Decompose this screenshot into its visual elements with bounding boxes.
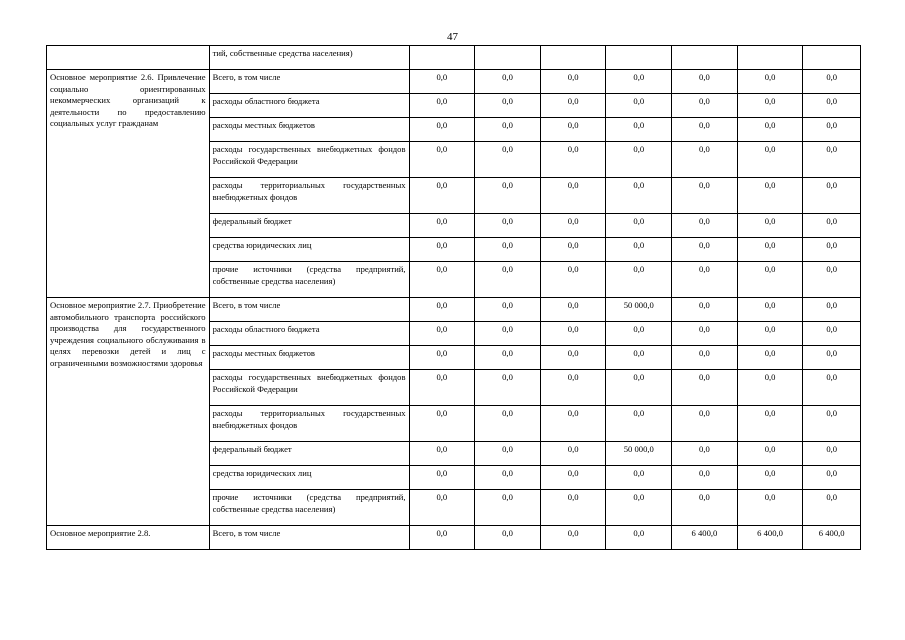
value-cell: 0,0 bbox=[475, 370, 541, 406]
value-cell: 0,0 bbox=[409, 526, 475, 550]
value-cell: 0,0 bbox=[803, 178, 861, 214]
source-cell: расходы областного бюджета bbox=[209, 322, 409, 346]
table-body bbox=[47, 46, 861, 550]
value-cell: 0,0 bbox=[803, 406, 861, 442]
value-cell-empty bbox=[737, 46, 803, 70]
source-cell: расходы государственных внебюджетных фондов Российской Федерации bbox=[209, 370, 409, 406]
source-cell: Всего, в том числе bbox=[209, 70, 409, 94]
value-cell: 0,0 bbox=[606, 406, 672, 442]
value-cell: 0,0 bbox=[475, 526, 541, 550]
value-cell: 0,0 bbox=[540, 214, 606, 238]
value-cell: 0,0 bbox=[737, 214, 803, 238]
page-number: 47 bbox=[447, 31, 458, 43]
value-cell: 0,0 bbox=[540, 118, 606, 142]
value-cell: 6 400,0 bbox=[672, 526, 738, 550]
value-cell: 0,0 bbox=[409, 442, 475, 466]
value-cell-empty bbox=[540, 46, 606, 70]
value-cell: 0,0 bbox=[737, 322, 803, 346]
value-cell: 6 400,0 bbox=[803, 526, 861, 550]
table-row bbox=[47, 526, 861, 550]
value-cell: 0,0 bbox=[475, 406, 541, 442]
source-cell: прочие источники (средства предприятий, собственные средства населения) bbox=[209, 490, 409, 526]
value-cell: 0,0 bbox=[737, 490, 803, 526]
value-cell: 0,0 bbox=[475, 346, 541, 370]
value-cell: 0,0 bbox=[737, 178, 803, 214]
source-cell: федеральный бюджет bbox=[209, 442, 409, 466]
value-cell: 0,0 bbox=[803, 70, 861, 94]
value-cell: 0,0 bbox=[475, 466, 541, 490]
source-cell: федеральный бюджет bbox=[209, 214, 409, 238]
value-cell: 0,0 bbox=[409, 70, 475, 94]
value-cell: 0,0 bbox=[475, 142, 541, 178]
value-cell: 0,0 bbox=[803, 214, 861, 238]
value-cell: 0,0 bbox=[606, 370, 672, 406]
value-cell: 0,0 bbox=[540, 346, 606, 370]
source-cell: расходы местных бюджетов bbox=[209, 118, 409, 142]
value-cell: 0,0 bbox=[803, 346, 861, 370]
value-cell: 0,0 bbox=[409, 214, 475, 238]
value-cell: 0,0 bbox=[409, 370, 475, 406]
value-cell: 0,0 bbox=[803, 370, 861, 406]
value-cell: 0,0 bbox=[606, 238, 672, 262]
value-cell: 0,0 bbox=[803, 262, 861, 298]
value-cell: 0,0 bbox=[540, 142, 606, 178]
value-cell: 0,0 bbox=[737, 262, 803, 298]
value-cell: 0,0 bbox=[737, 118, 803, 142]
value-cell: 0,0 bbox=[672, 94, 738, 118]
value-cell: 0,0 bbox=[803, 238, 861, 262]
value-cell: 0,0 bbox=[737, 238, 803, 262]
value-cell: 0,0 bbox=[803, 442, 861, 466]
value-cell: 0,0 bbox=[475, 298, 541, 322]
value-cell: 0,0 bbox=[409, 142, 475, 178]
value-cell: 0,0 bbox=[803, 142, 861, 178]
value-cell: 0,0 bbox=[606, 178, 672, 214]
value-cell: 0,0 bbox=[606, 118, 672, 142]
value-cell: 0,0 bbox=[737, 442, 803, 466]
value-cell: 0,0 bbox=[540, 322, 606, 346]
value-cell-empty bbox=[409, 46, 475, 70]
value-cell: 0,0 bbox=[803, 322, 861, 346]
source-cell: Всего, в том числе bbox=[209, 298, 409, 322]
value-cell: 0,0 bbox=[606, 94, 672, 118]
value-cell: 50 000,0 bbox=[606, 442, 672, 466]
value-cell-empty bbox=[803, 46, 861, 70]
value-cell: 0,0 bbox=[737, 370, 803, 406]
value-cell: 0,0 bbox=[409, 118, 475, 142]
table-row bbox=[47, 70, 861, 94]
value-cell: 0,0 bbox=[737, 142, 803, 178]
value-cell: 0,0 bbox=[475, 322, 541, 346]
value-cell: 0,0 bbox=[606, 322, 672, 346]
table-row-continuation bbox=[47, 46, 861, 70]
value-cell: 0,0 bbox=[606, 526, 672, 550]
value-cell: 6 400,0 bbox=[737, 526, 803, 550]
value-cell: 0,0 bbox=[803, 298, 861, 322]
value-cell: 0,0 bbox=[409, 406, 475, 442]
source-cell: расходы государственных внебюджетных фондов Российской Федерации bbox=[209, 142, 409, 178]
value-cell: 0,0 bbox=[540, 370, 606, 406]
value-cell: 0,0 bbox=[475, 70, 541, 94]
value-cell: 0,0 bbox=[540, 262, 606, 298]
value-cell: 0,0 bbox=[540, 298, 606, 322]
value-cell: 0,0 bbox=[737, 346, 803, 370]
value-cell: 0,0 bbox=[737, 406, 803, 442]
value-cell: 0,0 bbox=[672, 70, 738, 94]
value-cell: 0,0 bbox=[672, 442, 738, 466]
source-cell: расходы местных бюджетов bbox=[209, 346, 409, 370]
value-cell: 0,0 bbox=[737, 298, 803, 322]
source-cell: прочие источники (средства предприятий, собственные средства населения) bbox=[209, 262, 409, 298]
value-cell: 0,0 bbox=[409, 490, 475, 526]
value-cell: 50 000,0 bbox=[606, 298, 672, 322]
source-cell: средства юридических лиц bbox=[209, 238, 409, 262]
value-cell: 0,0 bbox=[475, 490, 541, 526]
value-cell: 0,0 bbox=[475, 94, 541, 118]
value-cell: 0,0 bbox=[672, 490, 738, 526]
event-name-cell: Основное мероприятие 2.8. bbox=[47, 526, 210, 550]
value-cell: 0,0 bbox=[672, 346, 738, 370]
table-row bbox=[47, 298, 861, 322]
value-cell: 0,0 bbox=[803, 466, 861, 490]
event-name-cell: Основное мероприятие 2.6. Привлечение социально ориентированных некоммерческих организаций к деятельности по предоставлению социальных услуг гражданам bbox=[47, 70, 210, 298]
value-cell: 0,0 bbox=[475, 118, 541, 142]
value-cell: 0,0 bbox=[409, 94, 475, 118]
value-cell: 0,0 bbox=[409, 322, 475, 346]
value-cell-empty bbox=[606, 46, 672, 70]
value-cell: 0,0 bbox=[672, 370, 738, 406]
value-cell: 0,0 bbox=[672, 298, 738, 322]
budget-table bbox=[46, 45, 861, 550]
value-cell: 0,0 bbox=[475, 238, 541, 262]
value-cell: 0,0 bbox=[540, 70, 606, 94]
value-cell: 0,0 bbox=[540, 238, 606, 262]
value-cell: 0,0 bbox=[540, 442, 606, 466]
value-cell: 0,0 bbox=[672, 322, 738, 346]
value-cell: 0,0 bbox=[606, 262, 672, 298]
value-cell: 0,0 bbox=[475, 178, 541, 214]
value-cell: 0,0 bbox=[672, 178, 738, 214]
value-cell-empty bbox=[475, 46, 541, 70]
value-cell: 0,0 bbox=[803, 118, 861, 142]
value-cell: 0,0 bbox=[409, 238, 475, 262]
value-cell: 0,0 bbox=[737, 94, 803, 118]
value-cell: 0,0 bbox=[409, 466, 475, 490]
value-cell: 0,0 bbox=[409, 262, 475, 298]
value-cell: 0,0 bbox=[540, 466, 606, 490]
value-cell: 0,0 bbox=[672, 214, 738, 238]
source-cell: расходы территориальных государственных внебюджетных фондов bbox=[209, 406, 409, 442]
value-cell: 0,0 bbox=[672, 466, 738, 490]
value-cell: 0,0 bbox=[606, 142, 672, 178]
value-cell: 0,0 bbox=[409, 298, 475, 322]
value-cell: 0,0 bbox=[737, 466, 803, 490]
source-cell: средства юридических лиц bbox=[209, 466, 409, 490]
value-cell: 0,0 bbox=[672, 406, 738, 442]
value-cell-empty bbox=[672, 46, 738, 70]
value-cell: 0,0 bbox=[540, 406, 606, 442]
value-cell: 0,0 bbox=[803, 490, 861, 526]
value-cell: 0,0 bbox=[409, 346, 475, 370]
value-cell: 0,0 bbox=[475, 262, 541, 298]
value-cell: 0,0 bbox=[672, 262, 738, 298]
source-cell: расходы территориальных государственных внебюджетных фондов bbox=[209, 178, 409, 214]
value-cell: 0,0 bbox=[540, 94, 606, 118]
value-cell: 0,0 bbox=[540, 526, 606, 550]
event-name-cell: Основное мероприятие 2.7. Приобретение автомобильного транспорта российского производства для государственного учреждения социального обслуживания в целях перевозки детей и лиц с ограниченными возможностями здоровья bbox=[47, 298, 210, 526]
event-cell-empty bbox=[47, 46, 210, 70]
value-cell: 0,0 bbox=[475, 214, 541, 238]
value-cell: 0,0 bbox=[606, 490, 672, 526]
value-cell: 0,0 bbox=[672, 238, 738, 262]
value-cell: 0,0 bbox=[672, 142, 738, 178]
source-cell: тий, собственные средства населения) bbox=[209, 46, 409, 70]
value-cell: 0,0 bbox=[606, 466, 672, 490]
value-cell: 0,0 bbox=[672, 118, 738, 142]
value-cell: 0,0 bbox=[606, 346, 672, 370]
value-cell: 0,0 bbox=[803, 94, 861, 118]
source-cell: расходы областного бюджета bbox=[209, 94, 409, 118]
value-cell: 0,0 bbox=[606, 70, 672, 94]
value-cell: 0,0 bbox=[475, 442, 541, 466]
source-cell: Всего, в том числе bbox=[209, 526, 409, 550]
value-cell: 0,0 bbox=[606, 214, 672, 238]
value-cell: 0,0 bbox=[540, 490, 606, 526]
value-cell: 0,0 bbox=[737, 70, 803, 94]
value-cell: 0,0 bbox=[409, 178, 475, 214]
value-cell: 0,0 bbox=[540, 178, 606, 214]
